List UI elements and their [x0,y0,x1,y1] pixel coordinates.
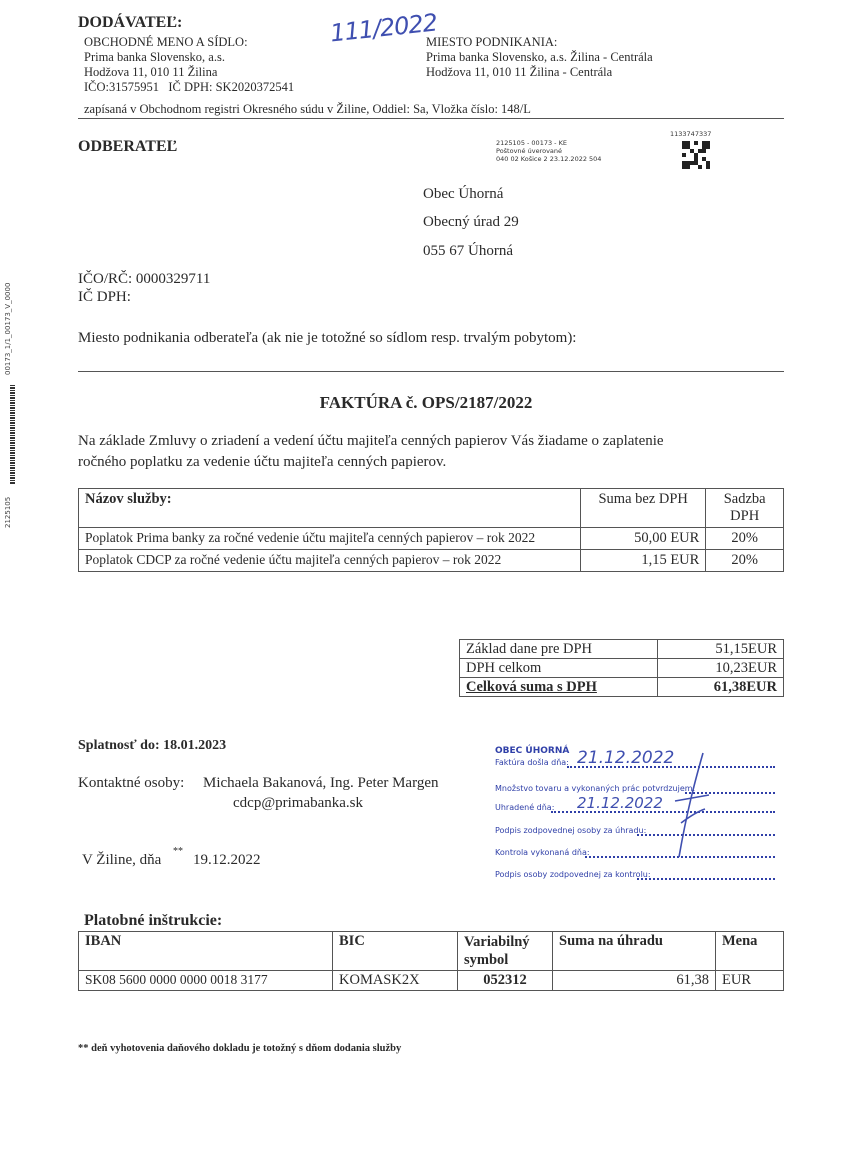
postal-line2: Poštovné úverované [496,147,563,155]
payment-header-bic: BIC [333,932,458,971]
stamp-control-sign-label: Podpis osoby zodpovednej za kontrolu: [495,870,651,879]
supplier-place-address: Hodžova 11, 010 11 Žilina - Centrála [426,65,613,79]
signature-stroke [665,751,715,861]
stamp-paid-date: 21.12.2022 [577,794,663,812]
supplier-name: Prima banka Slovensko, a.s. [84,50,225,64]
stamp-title: OBEC ÚHORNÁ [495,746,570,756]
qr-code-icon [682,141,710,169]
invoice-intro-line1: Na základe Zmluvy o zriadení a vedení účtu majiteľa cenných papierov Vás žiadame o zaplatenie [78,433,664,449]
contact-label: Kontaktné osoby: [78,775,185,791]
contact-names: Michaela Bakanová, Ing. Peter Margen [203,775,439,791]
supplier-block [84,35,294,95]
stamp-received-date: 21.12.2022 [577,748,675,768]
header-divider [78,118,784,119]
table-row [79,550,784,572]
customer-place-note: Miesto podnikania odberateľa (ak nie je totožné so sídlom resp. trvalým pobytom): [78,330,577,346]
customer-ico: IČO/RČ: 0000329711 [78,271,211,287]
side-code-upper: 00173_1/1_00173_V_0000 [4,282,12,375]
services-header-rate: Sadzba DPH [706,489,784,528]
totals-base-value: 51,15EUR [658,640,784,659]
invoice-intro-line2: ročného poplatku za vedenie účtu majiteľa cenných papierov. [78,454,447,470]
stamp-sign [495,826,775,838]
totals-vat-value: 10,23EUR [658,659,784,678]
issue-date: 19.12.2022 [193,852,261,868]
services-header-amount: Suma bez DPH [581,489,706,528]
totals-total-value: 61,38EUR [658,678,784,697]
stamp-control-label: Kontrola vykonaná dňa: [495,848,590,857]
supplier-place-name: Prima banka Slovensko, a.s. Žilina - Centrála [426,50,653,64]
stamp-check-label: Množstvo tovaru a vykonaných prác potvrdzujem: [495,784,696,793]
supplier-ids: IČO:31575951 IČ DPH: SK2020372541 [84,80,295,94]
payment-currency: EUR [716,971,784,991]
stamp-control [495,848,775,860]
issue-mark: ** [173,846,183,857]
stamp-control-sign [495,870,775,882]
postal-block [496,139,601,163]
postal-line3: 040 02 Košice 2 23.12.2022 504 [496,155,602,163]
customer-dic: IČ DPH: [78,289,131,305]
stamp-received-label: Faktúra došla dňa: [495,758,569,767]
totals-vat-label: DPH celkom [460,659,658,678]
totals-row [460,678,784,697]
payment-header-amount: Suma na úhradu [553,932,716,971]
payment-bic: KOMASK2X [333,971,458,991]
payment-header-iban: IBAN [79,932,333,971]
table-row [79,971,784,991]
payment-heading: Platobné inštrukcie: [84,912,223,929]
postal-line1: 2125105 - 00173 - KE [496,139,567,147]
payment-header-currency: Mena [716,932,784,971]
totals-row [460,659,784,678]
supplier-register: zapísaná v Obchodnom registri Okresného súdu v Žiline, Oddiel: Sa, Vložka číslo: 148/L [84,102,531,116]
footnote: ** deň vyhotovenia daňového dokladu je totožný s dňom dodania služby [78,1043,402,1054]
totals-row [460,640,784,659]
customer-name: Obec Úhorná [423,186,504,202]
service-amount: 50,00 EUR [581,528,706,550]
supplier-heading: DODÁVATEĽ: [78,14,183,31]
totals-table [459,639,784,697]
services-header-row [79,489,784,528]
payment-header-row [79,932,784,971]
services-table [78,488,784,572]
stamp-sign-label: Podpis zodpovednej osoby za úhradu: [495,826,647,835]
service-amount: 1,15 EUR [581,550,706,572]
service-rate: 20% [706,550,784,572]
customer-city: 055 67 Úhorná [423,243,513,259]
due-date: Splatnosť do: 18.01.2023 [78,738,227,753]
payment-iban: SK08 5600 0000 0000 0018 3177 [79,971,333,991]
supplier-name-label: OBCHODNÉ MENO A SÍDLO: [84,35,248,49]
issue-prefix: V Žiline, dňa [82,852,162,868]
payment-amount: 61,38 [553,971,716,991]
contact-email: cdcp@primabanka.sk [233,795,364,811]
service-name: Poplatok Prima banky za ročné vedenie účtu majiteľa cenných papierov – rok 2022 [79,528,581,550]
handwritten-note: 111/2022 [328,8,439,48]
payment-table [78,931,784,991]
service-rate: 20% [706,528,784,550]
postal-number: 1133747337 [670,130,712,138]
table-row [79,528,784,550]
service-name: Poplatok CDCP za ročné vedenie účtu majiteľa cenných papierov – rok 2022 [79,550,581,572]
invoice-title: FAKTÚRA č. OPS/2187/2022 [319,393,533,412]
payment-header-vs: Variabilný symbol [458,932,553,971]
totals-total-label: Celková suma s DPH [460,678,658,697]
customer-heading: ODBERATEĽ [78,138,178,155]
supplier-place-block [426,35,653,80]
side-code-lower: 2125105 [4,496,12,528]
supplier-address: Hodžova 11, 010 11 Žilina [84,65,218,79]
payment-vs: 052312 [458,971,553,991]
receipt-stamp [495,746,780,886]
supplier-place-label: MIESTO PODNIKANIA: [426,35,558,49]
stamp-paid-label: Uhradené dňa: [495,803,555,812]
customer-divider [78,371,784,372]
services-header-name: Názov služby: [79,489,581,528]
customer-street: Obecný úrad 29 [423,214,519,230]
totals-base-label: Základ dane pre DPH [460,640,658,659]
